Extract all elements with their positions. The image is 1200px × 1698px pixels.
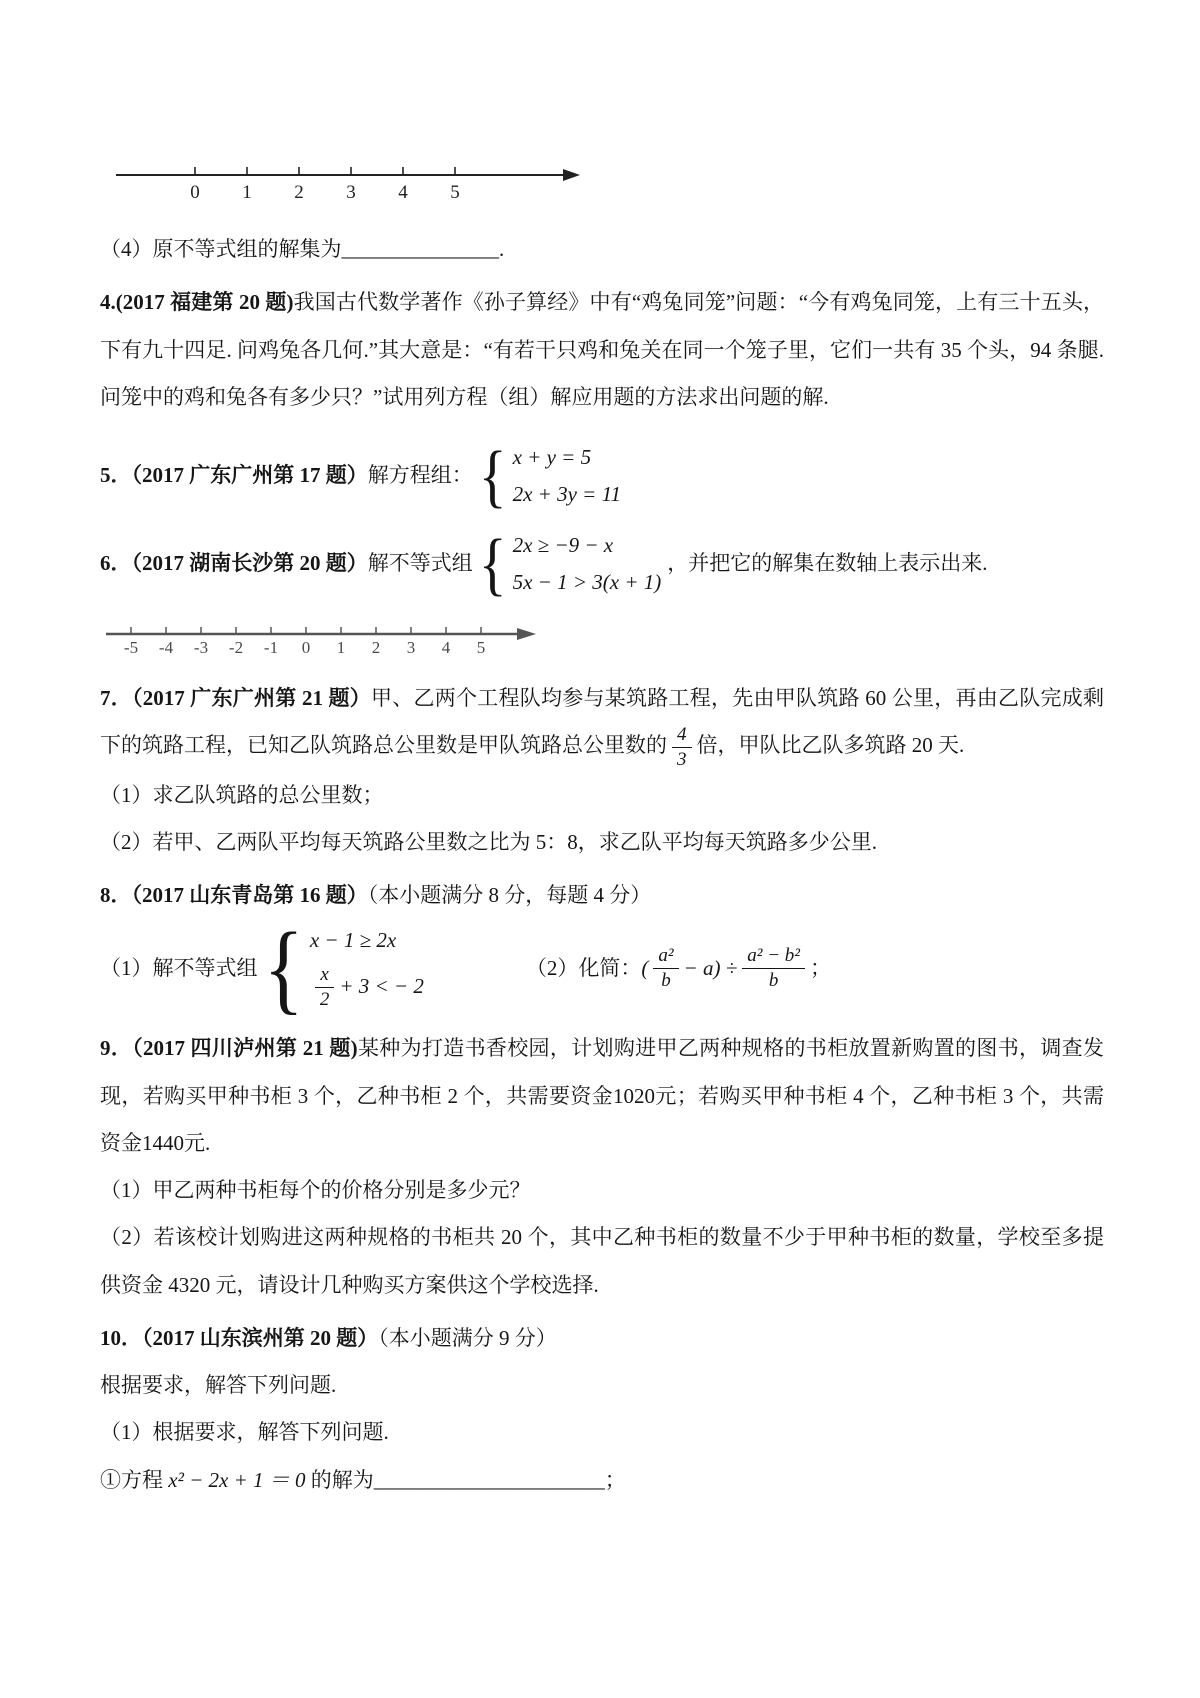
inequality-system-6 (479, 530, 661, 599)
problem-7-label: 7．（2017 广东广州第 21 题） (100, 686, 371, 710)
part4-period: . (499, 237, 505, 261)
fraction-x-2 (315, 963, 335, 1012)
svg-text:4: 4 (441, 638, 451, 657)
tick-labels (124, 638, 485, 657)
number-line-0-5 (114, 160, 584, 206)
problem-5 (100, 437, 1104, 515)
svg-text:-3: -3 (193, 638, 209, 657)
problem-4-label: 4.(2017 福建第 20 题) (100, 290, 294, 315)
problem-7 (100, 675, 1104, 772)
problem-10-note: （本小题满分 9 分） (378, 1325, 557, 1350)
problem-6-label: 6．（2017 湖南长沙第 20 题） (100, 551, 368, 576)
problem-8-part-1-lead: （1）解不等式组 (100, 955, 258, 980)
equation-system-5 (479, 442, 621, 511)
fraction-denominator: 2 (319, 988, 330, 1010)
inequality-1: 2x ≥ −9 − x (512, 532, 614, 557)
problem-5-label: 5．（2017 广东广州第 17 题） (100, 463, 368, 488)
problem-6-tail: ，并把它的解集在数轴上表示出来. (667, 551, 988, 576)
problem-4-text: 我国古代数学著作《孙子算经》中有“鸡兔同笼”问题：“今有鸡兔同笼，上有三十五头，下有九十四足. 问鸡兔各几何.”其大意是：“有若干只鸡和兔关在同一个笼子里，它们一共有 35 个头，94 条腿. 问笼中的鸡和兔各有多少只？”试用列方程（组）解应用题的方法求出问题的解. (100, 290, 1104, 409)
fraction-4-3 (672, 723, 692, 772)
svg-text:5: 5 (450, 182, 460, 203)
problem-10-label: 10．（2017 山东滨州第 20 题） (100, 1325, 379, 1350)
problem-7-text-1: 甲、乙两个工程队均参与某筑路工程，先由甲队筑路 60 公里，再由乙队完成剩下的筑路工程，已知乙队筑路总公里数是甲队筑路总公里数的 (100, 686, 1104, 758)
fraction-denominator: b (661, 969, 671, 991)
tick-labels (190, 182, 460, 203)
part4-text: （4）原不等式组的解集为 (100, 237, 342, 261)
problem-10-item-1 (100, 1457, 1104, 1504)
problem-8-content (100, 925, 1104, 1011)
inequality-1: x − 1 ≥ 2x (309, 928, 397, 953)
part4-line (100, 226, 1104, 273)
svg-text:-2: -2 (228, 638, 244, 657)
answer-blank: ______________________ (373, 1467, 605, 1492)
problem-8-label: 8．（2017 山东青岛第 16 题） (100, 883, 368, 908)
problem-9-text: 某种为打造书香校园，计划购进甲乙两种规格的书柜放置新购置的图书，调查发现，若购买甲种书柜 3 个，乙种书柜 2 个，共需要资金1020元；若购买甲种书柜 4 个，乙种书柜 3 个，共需资金1440元. (100, 1036, 1104, 1155)
system-brace (479, 533, 507, 596)
problem-9-label: 9．（2017 四川泸州第 21 题) (100, 1036, 358, 1061)
problem-8-header (100, 872, 1104, 919)
simplify-expression (641, 944, 810, 993)
item-1-pre: ①方程 (100, 1467, 169, 1492)
expr-end: ； (809, 955, 831, 980)
fraction-a2-b (653, 944, 678, 993)
problem-8-part-2-lead: （2）化简： (525, 955, 642, 980)
equation-2: 2x + 3y = 11 (512, 482, 622, 506)
problem-4 (100, 279, 1104, 421)
problem-6-lead: 解不等式组 (367, 551, 473, 576)
expr-open-paren: ( (641, 955, 649, 980)
fraction-numerator: a² − b² (742, 944, 805, 969)
svg-text:-1: -1 (263, 638, 279, 657)
svg-text:1: 1 (336, 638, 346, 657)
number-line-axis (116, 169, 580, 181)
inequality-2-rest: + 3 < − 2 (339, 974, 424, 999)
problem-9 (100, 1025, 1104, 1167)
equation-1: x + y = 5 (512, 444, 592, 469)
problem-7-sub-2: （2）若甲、乙两队平均每天筑路公里数之比为 5：8，求乙队平均每天筑路多少公里. (100, 829, 877, 854)
svg-text:2: 2 (294, 182, 304, 203)
fraction-denominator: 3 (677, 748, 687, 770)
problem-5-lead: 解方程组： (367, 463, 473, 488)
svg-text:-4: -4 (158, 638, 174, 657)
problem-10-header (100, 1315, 1104, 1362)
problem-6 (100, 525, 1104, 603)
problem-10-line-1: 根据要求，解答下列问题. (100, 1373, 337, 1398)
svg-text:5: 5 (476, 638, 486, 657)
problem-9-sub-1: （1）甲乙两种书柜每个的价格分别是多少元？ (100, 1178, 531, 1203)
problem-9-sub-2: （2）若该校计划购进这两种规格的书柜共 20 个，其中乙种书柜的数量不少于甲种书柜的数量，学校至多提供资金 4320 元，请设计几种购买方案供这个学校选择. (100, 1225, 1104, 1297)
svg-text:0: 0 (301, 638, 311, 657)
problem-8-note: （本小题满分 8 分，每题 4 分） (367, 883, 652, 908)
problem-10-sub-1: （1）根据要求，解答下列问题. (100, 1420, 389, 1445)
inequality-2 (310, 963, 424, 1012)
fraction-numerator: a² (653, 944, 678, 969)
fraction-a2-b2-b (742, 944, 805, 993)
svg-text:0: 0 (190, 182, 200, 203)
svg-text:1: 1 (242, 182, 252, 203)
expr-middle: − a) ÷ (683, 955, 738, 980)
answer-blank: _______________ (341, 237, 499, 261)
svg-text:4: 4 (398, 182, 408, 203)
svg-text:3: 3 (406, 638, 416, 657)
item-1-post: 的解为 (305, 1467, 374, 1492)
item-1-equation: x² − 2x + 1 ＝ 0 (168, 1467, 306, 1492)
system-brace (479, 445, 507, 508)
svg-text:-5: -5 (123, 638, 139, 657)
svg-text:2: 2 (371, 638, 381, 657)
number-line-neg5-5 (106, 621, 542, 659)
inequality-2: 5x − 1 > 3(x + 1) (512, 570, 662, 594)
problem-7-sub-1: （1）求乙队筑路的总公里数； (100, 782, 384, 807)
fraction-numerator: x (315, 963, 333, 988)
system-brace (264, 923, 304, 1014)
inequality-system-8 (264, 925, 424, 1011)
problem-8-part-2 (526, 944, 831, 993)
item-1-end: ； (604, 1467, 626, 1492)
problem-8-part-1 (100, 925, 430, 1011)
fraction-denominator: b (768, 969, 779, 991)
fraction-numerator: 4 (672, 723, 692, 748)
svg-text:3: 3 (346, 182, 356, 203)
problem-7-text-2: 倍，甲队比乙队多筑路 20 天. (696, 733, 965, 758)
